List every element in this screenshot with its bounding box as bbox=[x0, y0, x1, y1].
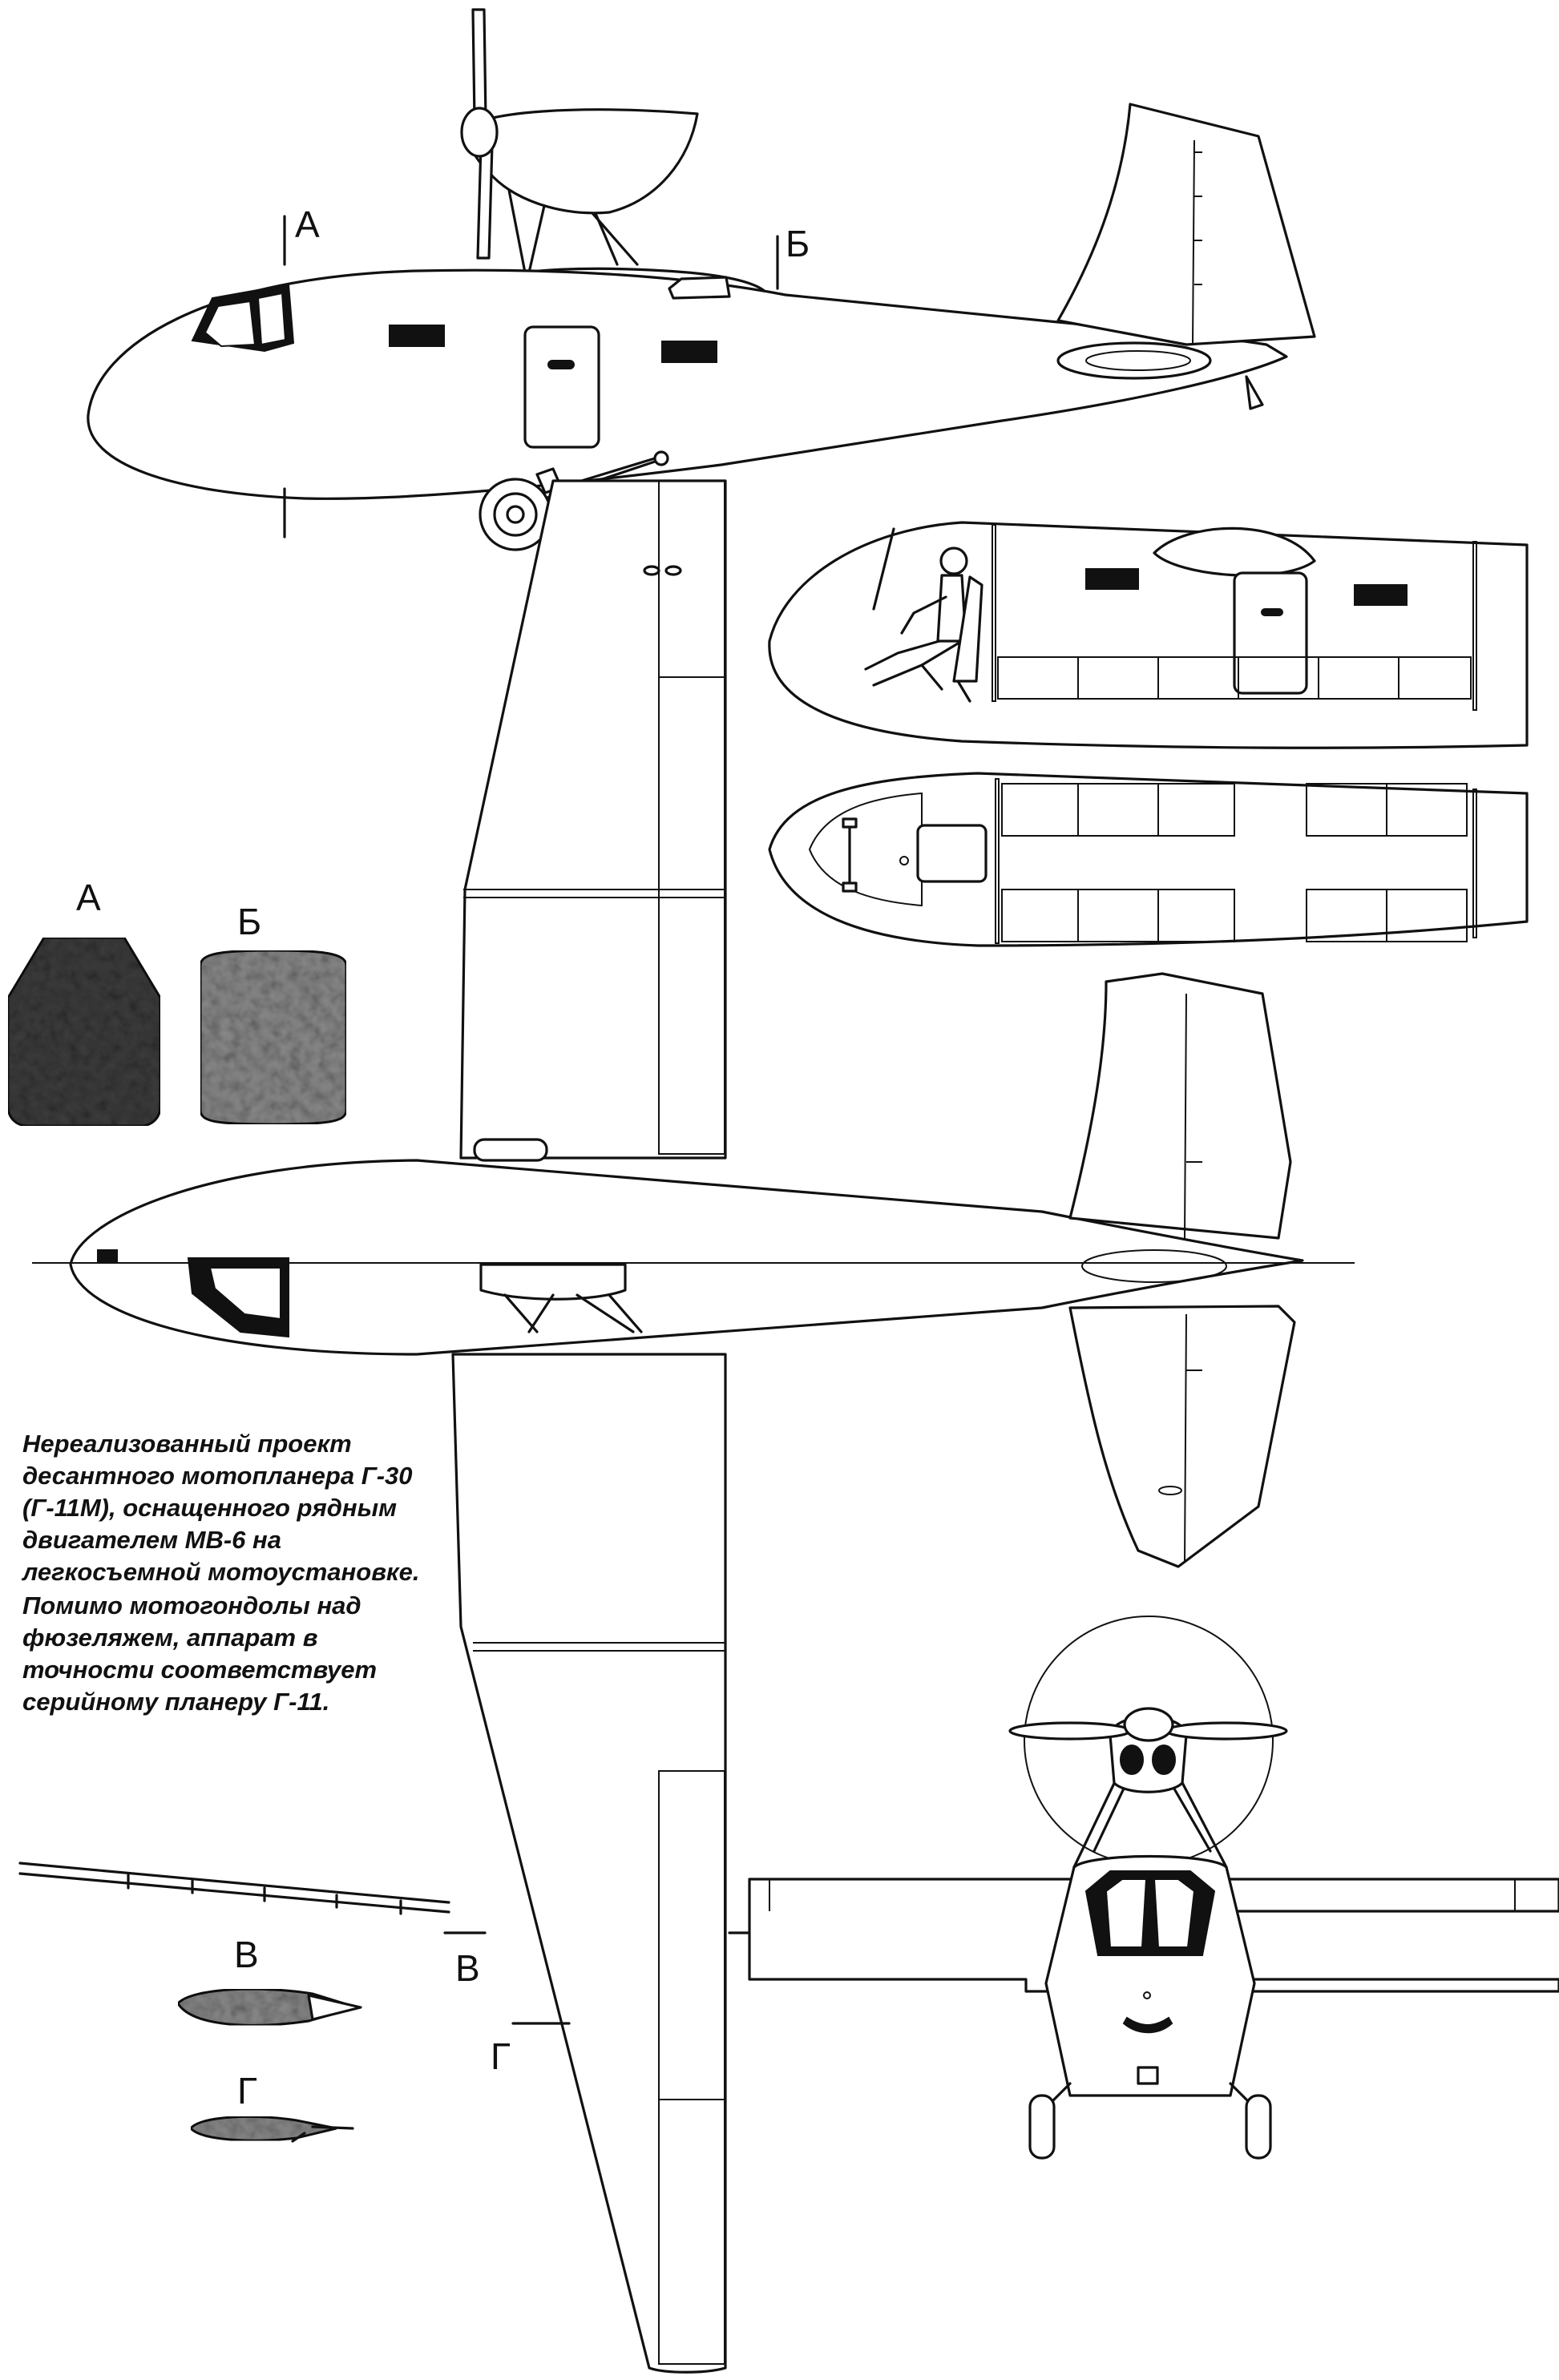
side-fin bbox=[1058, 104, 1315, 345]
front-wheel-left bbox=[1030, 2096, 1054, 2158]
label-v-section: В bbox=[234, 1934, 259, 1975]
section-g bbox=[191, 2070, 353, 2141]
side-stabilizer bbox=[1058, 343, 1210, 378]
plan-wing bbox=[445, 481, 769, 2372]
front-propeller-blade-left bbox=[1010, 1723, 1130, 1739]
section-a-shape bbox=[8, 938, 160, 1126]
label-g-section: Г bbox=[237, 2070, 257, 2112]
section-b bbox=[200, 901, 346, 1124]
side-door bbox=[525, 327, 599, 447]
side-window-rear bbox=[662, 341, 717, 362]
propeller bbox=[462, 10, 497, 258]
side-view bbox=[88, 10, 1315, 550]
plan-tail-upper bbox=[1070, 974, 1290, 1238]
label-a-side: А bbox=[295, 204, 320, 245]
wing-lower bbox=[453, 1354, 725, 2372]
engine-nacelle bbox=[468, 110, 697, 213]
interior-side-hull bbox=[769, 522, 1527, 748]
wing-upper bbox=[461, 481, 725, 1158]
label-g-wing: Г bbox=[491, 2035, 511, 2077]
interior-side-section bbox=[769, 522, 1527, 748]
interior-plan-hatch bbox=[918, 825, 986, 881]
caption-paragraph-1: Нереализованный проект десантного мотопланера Г-30 (Г-11М), оснащенного рядным двигателем МВ-6 на легкосъемной мотоустановке. bbox=[22, 1430, 420, 1586]
label-v-wing: В bbox=[455, 1947, 480, 1989]
label-b-section: Б bbox=[237, 901, 262, 942]
section-g-shape bbox=[191, 2116, 337, 2140]
section-v bbox=[178, 1934, 361, 2025]
section-a bbox=[8, 877, 160, 1126]
caption-paragraph-2: Помимо мотогондолы над фюзеляжем, аппарат в точности соответствует серийному планеру Г-11. bbox=[22, 1591, 378, 1716]
front-propeller-blade-right bbox=[1166, 1723, 1286, 1739]
interior-door bbox=[1234, 573, 1307, 693]
label-b-side: Б bbox=[786, 223, 810, 264]
plan-tail-lower bbox=[1070, 1306, 1294, 1567]
front-wheel-right bbox=[1246, 2096, 1270, 2158]
interior-plan-section bbox=[769, 773, 1527, 946]
label-a-section: А bbox=[76, 877, 101, 918]
side-fitting bbox=[669, 277, 729, 298]
figure-caption bbox=[22, 1428, 439, 1720]
side-window-front bbox=[390, 325, 444, 346]
section-b-shape bbox=[200, 950, 346, 1124]
front-canopy bbox=[1086, 1871, 1214, 1955]
